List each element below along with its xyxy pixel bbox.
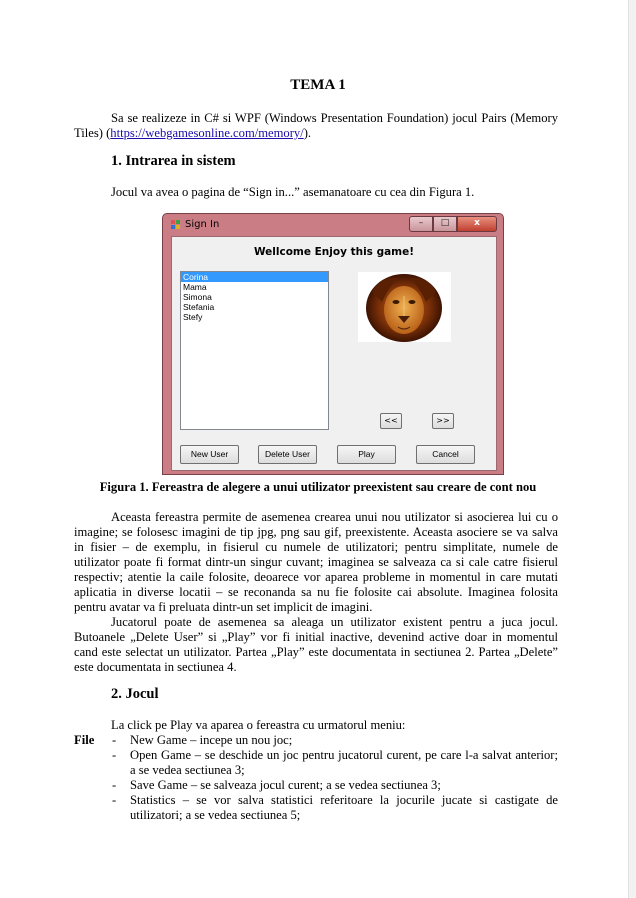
menu-items-list [74, 733, 558, 823]
intro-after: ). [303, 126, 312, 140]
sign-in-window [162, 213, 504, 475]
body-paragraph: Jucatorul poate de asemenea sa aleaga un utilizator existent pentru a juca jocul. Butoanele „Delete User” si „Play” vor fi initial inactive, devenind active doar in momentul cand este selectat un utilizator. Partea „Play” este documentata in sectiunea 2. Partea „Delete” este documentata in sectiunea 4. [74, 615, 558, 674]
section-1-lead-text: Jocul va avea o pagina de “Sign in...” asemanatoare cu cea din Figura 1. [111, 185, 475, 199]
list-item-text: Open Game – se deschide un joc pentru jucatorul curent, pe care l-a salvat anterior; a se vedea sectiunea 3; [130, 748, 558, 777]
window-titlebar [171, 219, 219, 230]
page-edge [628, 0, 636, 898]
new-user-button[interactable]: New User [180, 445, 239, 464]
play-button[interactable]: Play [337, 445, 396, 464]
welcome-label: Wellcome Enjoy this game! [253, 246, 415, 258]
maximize-button[interactable]: □ [433, 216, 457, 232]
list-item [74, 748, 558, 778]
user-list-item[interactable]: Stefy [183, 312, 203, 322]
user-list-item[interactable]: Simona [183, 292, 212, 302]
list-item [74, 733, 558, 748]
body-text [74, 510, 558, 675]
lion-icon [358, 272, 451, 342]
list-item [74, 793, 558, 823]
body-paragraph: Aceasta fereastra permite de asemenea crearea unui nou utilizator si asocierea lui cu o imagine; se folosesc imagini de tip jpg, png sau gif, preexistente. Aceasta asociere se va salva in fisier – de exemplu, in fisierul cu numele de utilizatori; pentru simplitate, numele de utilizator poate fi format dintr-un singur cuvant; imaginea se salveaza ca si cale catre fisierul respectiv; atentie la caile folosite, deoarece vor aparea probleme in momentul in care mutati aplicatia in diverse locatii – se reconanda sa nu fie folosite cai absolute. Imaginea folosita pentru avatar va fi preluata dintr-un set implicit de imagini. [74, 510, 558, 614]
cancel-button[interactable]: Cancel [416, 445, 475, 464]
avatar-lion-image [358, 272, 451, 342]
list-dash: - [112, 778, 117, 792]
next-image-button[interactable]: >> [432, 413, 454, 429]
file-menu-label: File [74, 733, 95, 747]
window-controls [409, 216, 497, 232]
window-title: Sign In [185, 219, 220, 230]
list-item [74, 778, 558, 793]
list-item-text: New Game – incepe un nou joc; [130, 733, 293, 747]
list-dash: - [112, 733, 117, 747]
list-item-text: Save Game – se salveaza jocul curent; a se vedea sectiunea 3; [130, 778, 441, 792]
users-listbox[interactable] [180, 271, 329, 430]
previous-image-button[interactable]: << [380, 413, 402, 429]
user-list-item[interactable]: Corina [181, 272, 328, 282]
intro-paragraph [74, 111, 558, 141]
delete-user-button[interactable]: Delete User [258, 445, 317, 464]
section-1-lead [74, 185, 558, 200]
window-client-area [171, 236, 497, 471]
figure-caption: Figura 1. Fereastra de alegere a unui utilizator preexistent sau creare de cont nou [99, 480, 537, 494]
list-item-text: Statistics – se vor salva statistici referitoare la jocurile jucate si castigate de utilizatori; a se vedea sectiunea 5; [130, 793, 558, 822]
app-icon [171, 220, 181, 230]
list-dash: - [112, 793, 117, 807]
page-title: TEMA 1 [290, 77, 346, 93]
section-2-heading: 2. Jocul [111, 686, 159, 702]
section-2-content [74, 718, 558, 823]
close-button[interactable]: x [457, 216, 497, 232]
minimize-button[interactable]: – [409, 216, 433, 232]
user-list-item[interactable]: Stefania [183, 302, 215, 312]
section-1-heading: 1. Intrarea in sistem [111, 153, 236, 169]
section-2-lead: La click pe Play va aparea o fereastra cu urmatorul meniu: [111, 718, 406, 732]
user-list-item[interactable]: Mama [183, 282, 207, 292]
list-dash: - [112, 748, 117, 762]
intro-text: Sa se realizeze in C# si WPF (Windows Presentation Foundation) jocul Pairs (Memory Tiles) ( [74, 111, 558, 140]
intro-link[interactable]: https://webgamesonline.com/memory/ [110, 126, 304, 140]
